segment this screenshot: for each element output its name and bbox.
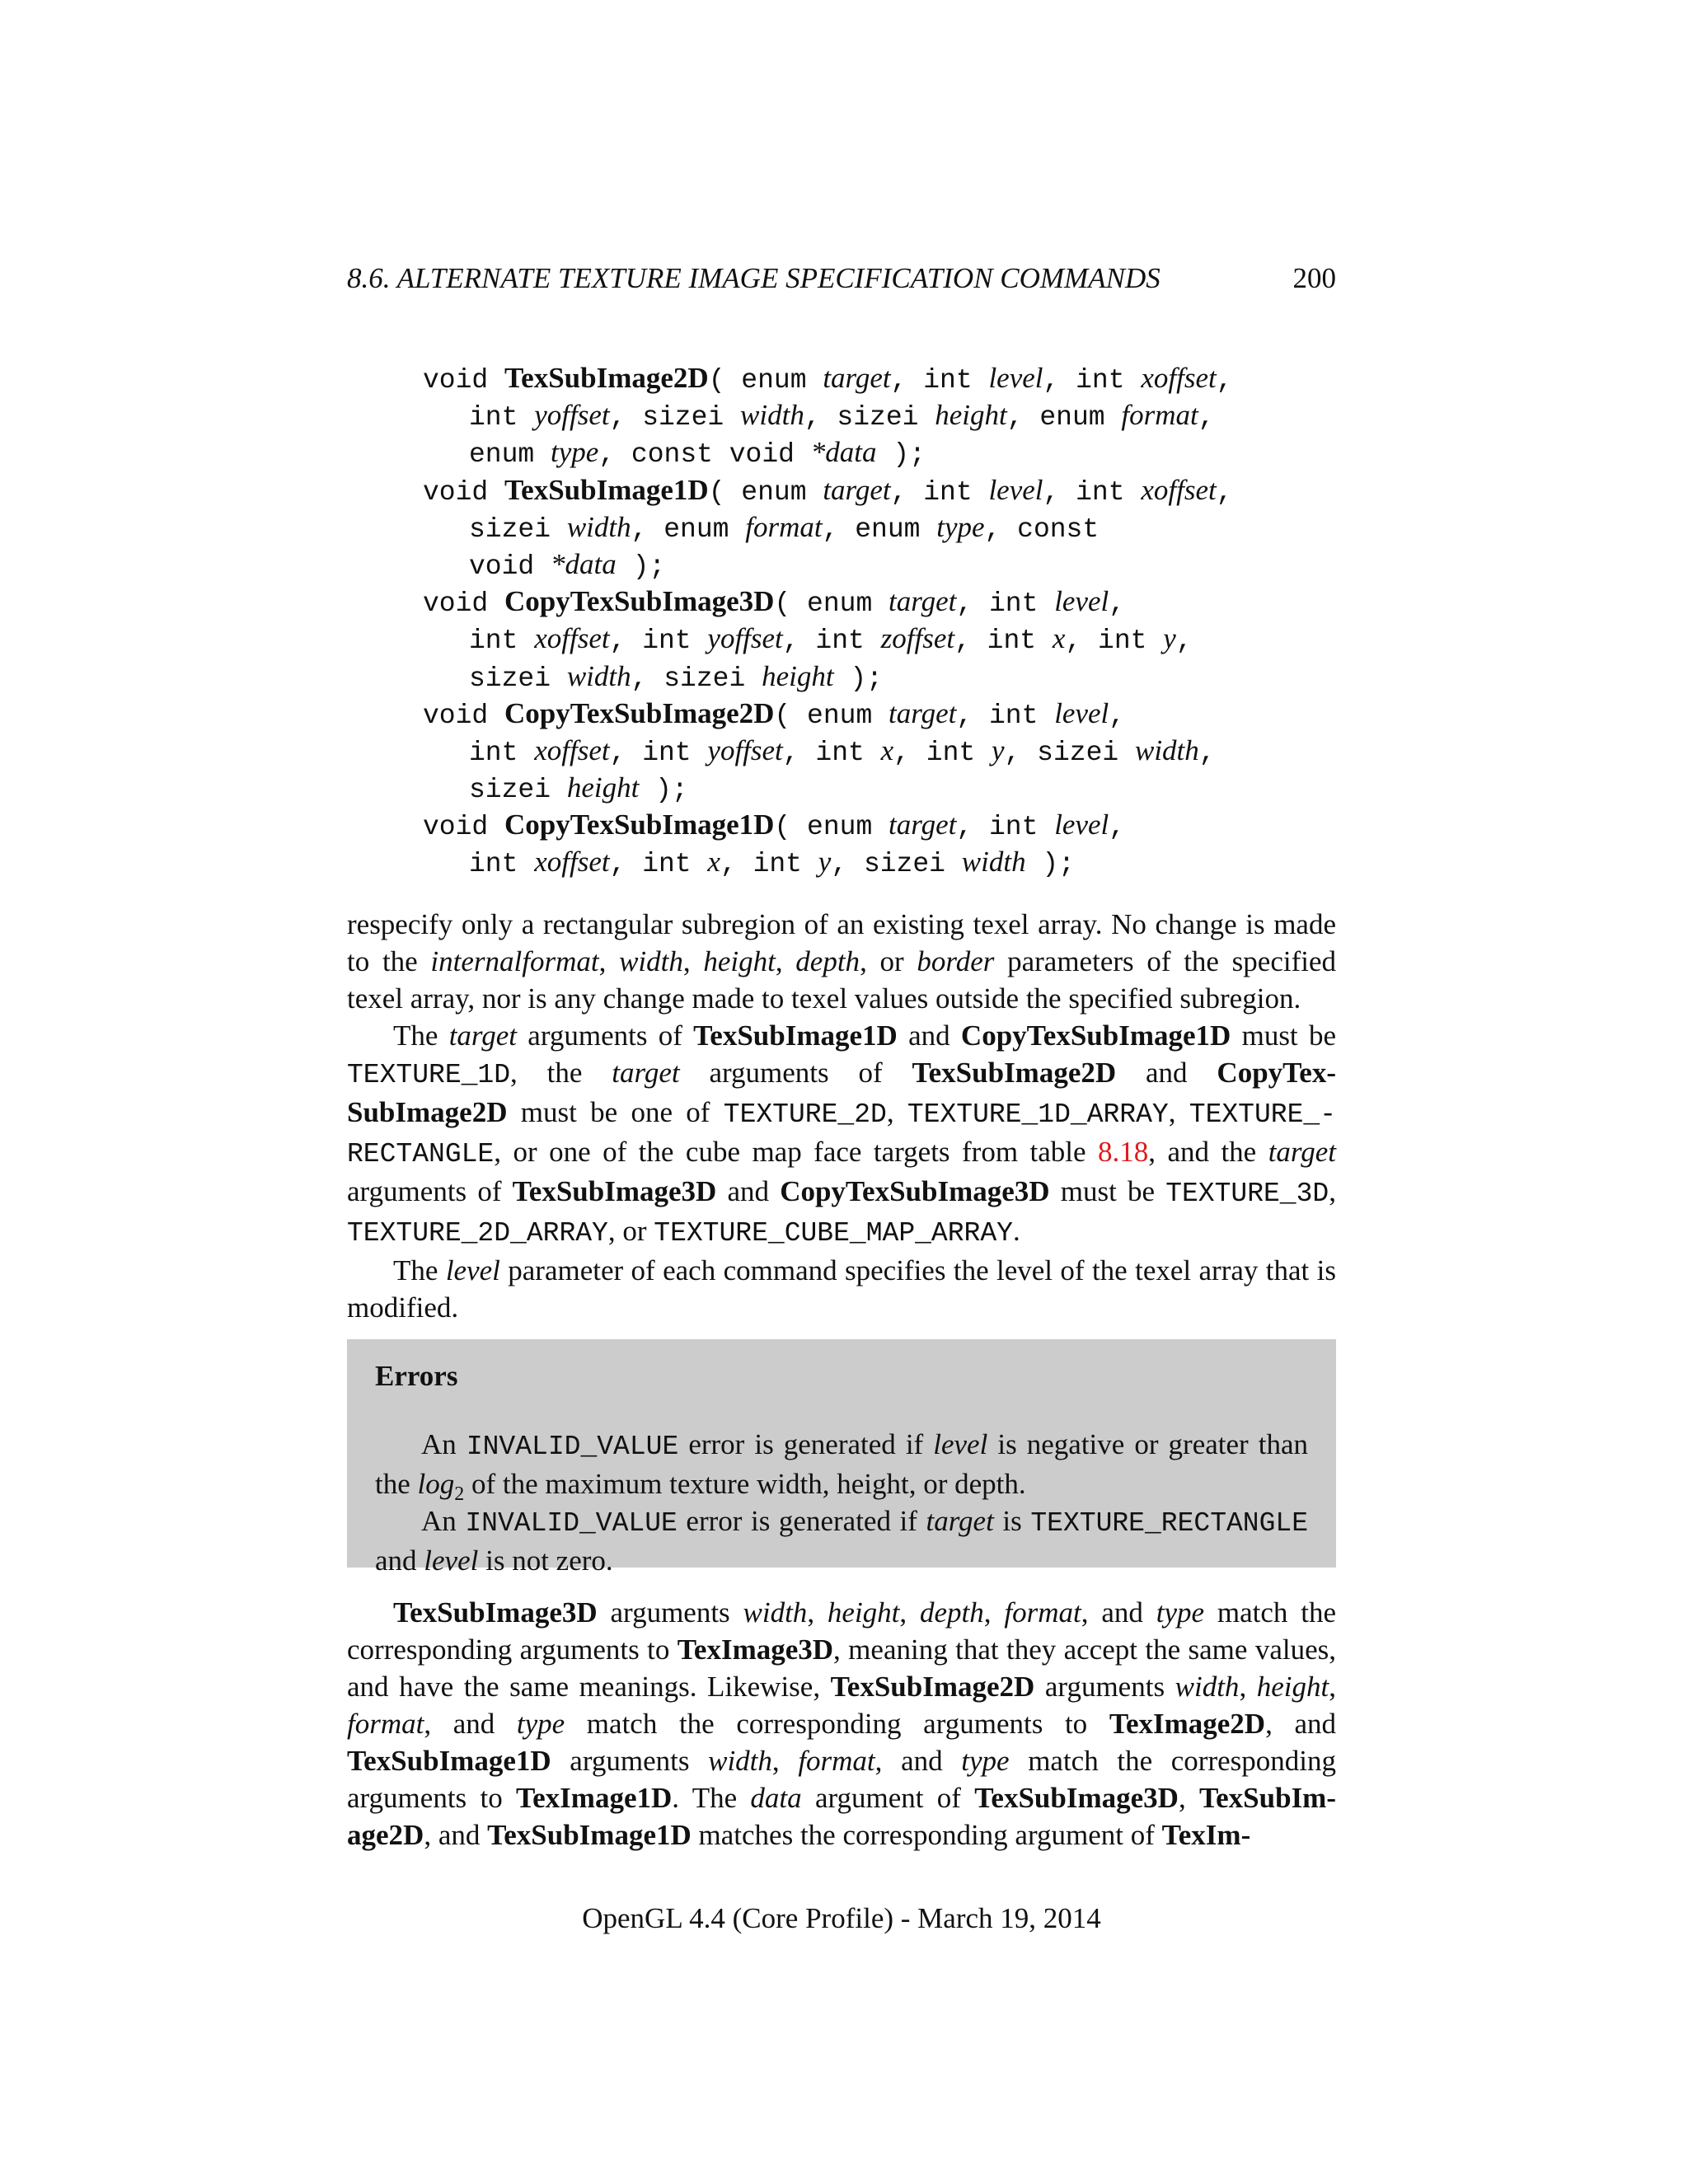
paragraph-targets: The target arguments of TexSubImage1D and CopyTexSubImage1D must be TEXTURE_1D, the target arguments of TexSubImage2D and CopyTex-SubImage2D must be one of TEXTURE_2D, TEXTURE_1D_ARRAY, TEXTURE_-RECTANGLE, or one of the cube map face targets from table 8.18, and the target arguments of TexSubImage3D and CopyTexSubImage3D must be TEXTURE_3D, TEXTURE_2D_ARRAY, or TEXTURE_CUBE_MAP_ARRAY.	[347, 1019, 1336, 1249]
function-name: CopyTexSubImage1D	[504, 808, 775, 841]
prototype-line: void TexSubImage1D( enum target, int level, int xoffset,	[423, 473, 1233, 508]
prototype-line: int xoffset, int yoffset, int x, int y, sizei width,	[469, 733, 1216, 768]
body-text-top	[347, 906, 1336, 1326]
prototype-line: void TexSubImage2D( enum target, int level, int xoffset,	[423, 362, 1233, 396]
function-name: CopyTexSubImage2D	[504, 696, 775, 729]
prototype-line: void CopyTexSubImage3D( enum target, int level,	[423, 585, 1126, 620]
errors-title: Errors	[375, 1360, 458, 1392]
function-name: TexSubImage2D	[504, 362, 709, 394]
error-item: An INVALID_VALUE error is generated if target is TEXTURE_RECTANGLE and level is not zero.	[375, 1505, 1309, 1577]
prototype-line: void CopyTexSubImage2D( enum target, int level,	[423, 696, 1126, 731]
prototype-line: sizei width, sizei height );	[469, 659, 883, 694]
errors-box	[347, 1339, 1336, 1577]
prototype-line: int yoffset, sizei width, sizei height, enum format,	[469, 399, 1215, 434]
prototype-line: sizei width, enum format, enum type, const	[469, 510, 1100, 545]
paragraph-level: The level parameter of each command specifies the level of the texel array that is modified.	[347, 1254, 1336, 1324]
prototype-line: int xoffset, int x, int y, sizei width );	[469, 846, 1075, 880]
prototype-line: sizei height );	[469, 771, 688, 806]
function-prototypes	[423, 359, 1346, 881]
running-header	[347, 258, 1336, 299]
prototype-line: int xoffset, int yoffset, int zoffset, int x, int y,	[469, 622, 1193, 657]
function-name: CopyTexSubImage3D	[504, 585, 775, 618]
table-reference-link[interactable]: 8.18	[1098, 1136, 1149, 1168]
page-footer: OpenGL 4.4 (Core Profile) - March 19, 2014	[582, 1902, 1101, 1934]
function-name: TexSubImage1D	[504, 473, 709, 506]
section-title: 8.6. ALTERNATE TEXTURE IMAGE SPECIFICATION COMMANDS	[347, 262, 1160, 294]
error-item: An INVALID_VALUE error is generated if level is negative or greater than the $\log_2$ of the maximum texture width, height, or depth.	[375, 1428, 1309, 1505]
prototype-line: void *data );	[469, 547, 666, 582]
body-text-bottom	[347, 1594, 1336, 1854]
page-number: 200	[1292, 262, 1336, 294]
paragraph-arguments: TexSubImage3D arguments width, height, depth, format, and type match the corresponding arguments to TexImage3D, meaning that they accept the same values, and have the same meanings. Likewise, TexSubImage2D arguments width, height, format, and type match the corresponding arguments to TexImage2D, and TexSubImage1D arguments width, format, and type match the corresponding arguments to TexImage1D. The data argument of TexSubImage3D, TexSubIm-age2D, and TexSubImage1D matches the corresponding argument of TexIm-	[347, 1596, 1337, 1851]
prototype-line: void CopyTexSubImage1D( enum target, int level,	[423, 808, 1126, 843]
prototype-line: enum type, const void *data );	[469, 436, 926, 471]
paragraph-subregion: respecify only a rectangular subregion of an existing texel array. No change is made to the internalformat, width, height, depth, or border parameters of the specified texel array, nor is any change made to texel values outside the specified subregion.	[347, 908, 1337, 1015]
